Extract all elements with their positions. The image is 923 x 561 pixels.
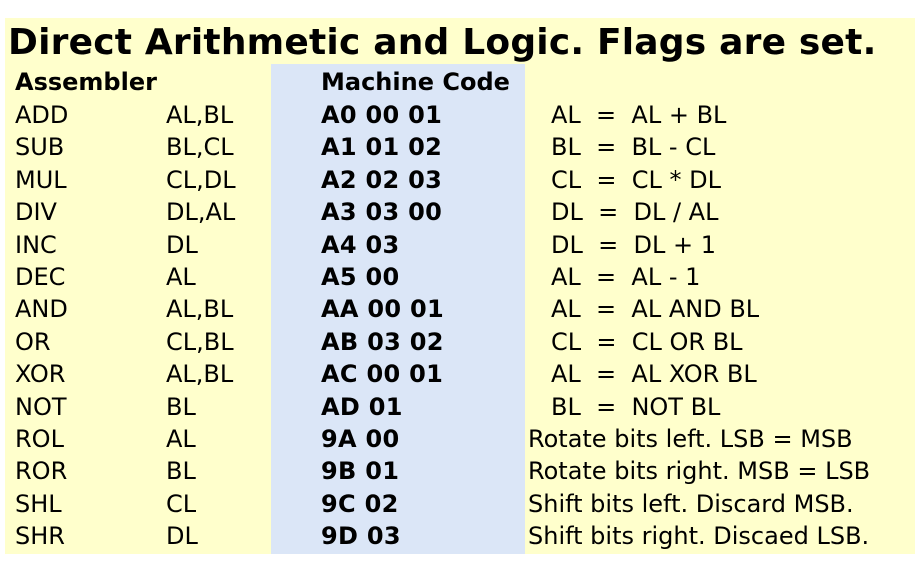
- opcode: AND: [15, 295, 68, 324]
- table-row: [0, 130, 923, 162]
- operands: BL,CL: [166, 133, 234, 162]
- machine-code: A4 03: [321, 230, 400, 259]
- table-row: [0, 260, 923, 292]
- table-row: [0, 195, 923, 227]
- machine-code: 9B 01: [321, 457, 400, 486]
- opcode: INC: [15, 230, 57, 259]
- operands: BL: [166, 392, 196, 421]
- opcode: SHL: [15, 489, 62, 518]
- table-row: [0, 292, 923, 324]
- operands: CL,BL: [166, 327, 234, 356]
- machine-code: AB 03 02: [321, 327, 444, 356]
- table-row: [0, 357, 923, 389]
- description: BL = NOT BL: [551, 392, 721, 421]
- description: DL = DL / AL: [551, 198, 719, 227]
- instruction-table: [0, 98, 923, 551]
- description: AL = AL - 1: [551, 262, 701, 291]
- table-row: [0, 487, 923, 519]
- machine-code: A2 02 03: [321, 165, 443, 194]
- machine-code-header: Machine Code: [321, 68, 510, 96]
- operands: AL: [166, 424, 196, 453]
- machine-code: AC 00 01: [321, 360, 444, 389]
- description: AL = AL XOR BL: [551, 360, 757, 389]
- page-title: Direct Arithmetic and Logic. Flags are set.: [8, 22, 877, 63]
- description: Shift bits left. Discard MSB.: [528, 489, 854, 518]
- description: Shift bits right. Discaed LSB.: [528, 522, 870, 551]
- machine-code: 9C 02: [321, 489, 399, 518]
- table-row: [0, 519, 923, 551]
- opcode: SHR: [15, 522, 65, 551]
- operands: DL,AL: [166, 198, 236, 227]
- operands: AL,BL: [166, 101, 234, 129]
- opcode: DEC: [15, 262, 66, 291]
- description: DL = DL + 1: [551, 230, 716, 259]
- table-row: [0, 454, 923, 486]
- operands: CL: [166, 489, 197, 518]
- table-row: [0, 98, 923, 130]
- table-row: [0, 163, 923, 195]
- operands: AL: [166, 262, 196, 291]
- opcode: ROL: [15, 424, 64, 453]
- description: BL = BL - CL: [551, 133, 716, 162]
- opcode: OR: [15, 327, 51, 356]
- operands: AL,BL: [166, 360, 234, 389]
- assembler-header: Assembler: [15, 68, 157, 96]
- machine-code: A1 01 02: [321, 133, 443, 162]
- machine-code: AD 01: [321, 392, 403, 421]
- opcode: NOT: [15, 392, 67, 421]
- machine-code: A3 03 00: [321, 198, 443, 227]
- operands: DL: [166, 230, 198, 259]
- opcode: SUB: [15, 133, 65, 162]
- operands: BL: [166, 457, 196, 486]
- machine-code: 9D 03: [321, 522, 401, 551]
- machine-code: A0 00 01: [321, 101, 443, 129]
- machine-code: 9A 00: [321, 424, 400, 453]
- operands: AL,BL: [166, 295, 234, 324]
- opcode: ADD: [15, 101, 69, 129]
- table-row: [0, 390, 923, 422]
- machine-code: AA 00 01: [321, 295, 445, 324]
- table-row: [0, 325, 923, 357]
- description: AL = AL + BL: [551, 101, 727, 129]
- opcode: XOR: [15, 360, 66, 389]
- description: Rotate bits left. LSB = MSB: [528, 424, 853, 453]
- machine-code: A5 00: [321, 262, 400, 291]
- description: CL = CL OR BL: [551, 327, 743, 356]
- description: Rotate bits right. MSB = LSB: [528, 457, 871, 486]
- table-row: [0, 422, 923, 454]
- table-row: [0, 228, 923, 260]
- opcode: ROR: [15, 457, 68, 486]
- opcode: MUL: [15, 165, 67, 194]
- opcode: DIV: [15, 198, 57, 227]
- description: AL = AL AND BL: [551, 295, 760, 324]
- operands: DL: [166, 522, 198, 551]
- description: CL = CL * DL: [551, 165, 721, 194]
- operands: CL,DL: [166, 165, 236, 194]
